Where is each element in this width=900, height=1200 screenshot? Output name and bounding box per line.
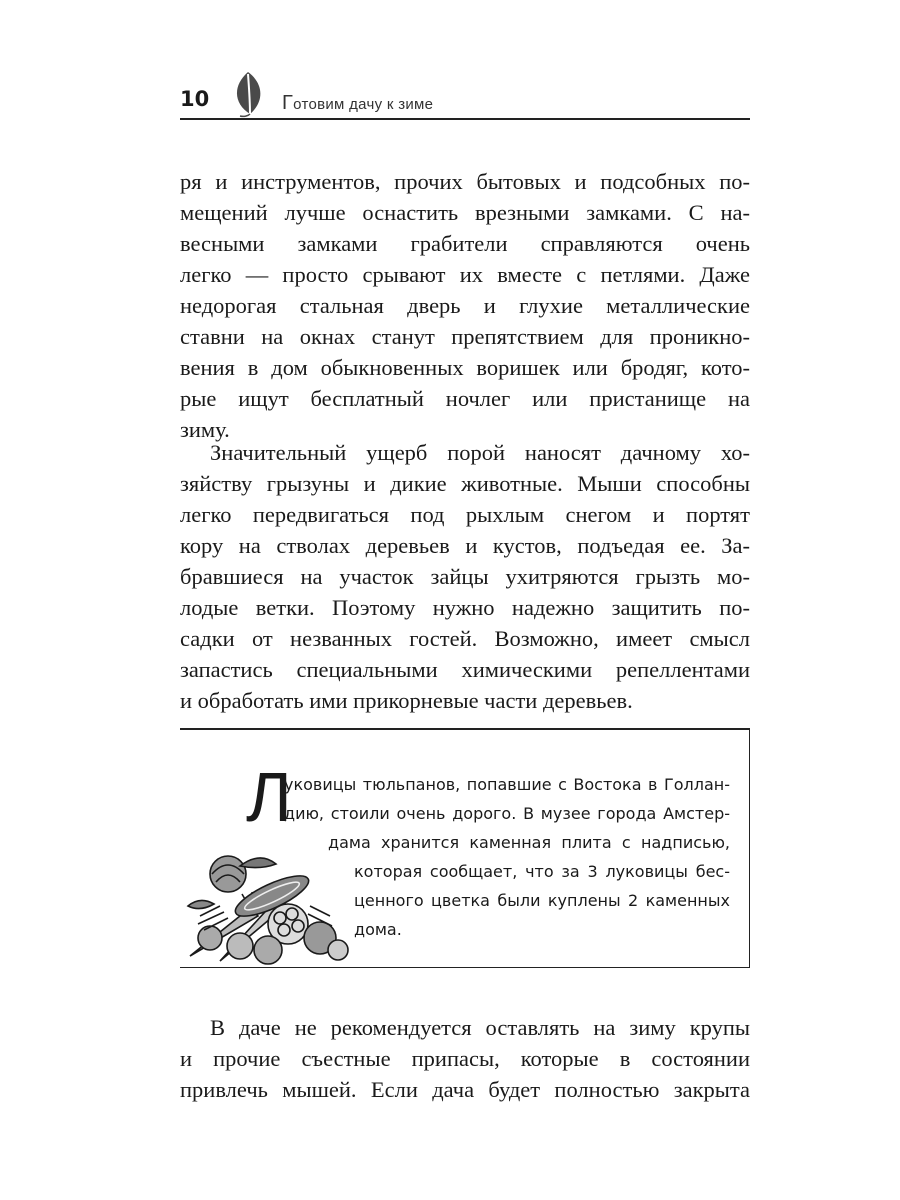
- text-line: зиму.: [180, 417, 230, 442]
- text-line: и прочие съестные припасы, которые в состоянии: [180, 1046, 750, 1071]
- note-line: которая сообщает, что за 3 луковицы бес-: [354, 862, 730, 881]
- text-line: недорогая стальная дверь и глухие металлические: [180, 293, 750, 318]
- text-line: зяйству грызуны и дикие животные. Мыши способны: [180, 471, 750, 496]
- paragraph-1: [180, 166, 750, 445]
- text-line: Значительный ущерб порой наносят дачному хо-: [210, 440, 750, 465]
- paragraph-2: [180, 437, 750, 716]
- note-border-top: [180, 728, 750, 730]
- text-line: и обработать ими прикорневые части деревьев.: [180, 688, 633, 713]
- drop-cap: Л: [246, 758, 292, 836]
- text-line: легко передвигаться под рыхлым снегом и портят: [180, 502, 750, 527]
- text-line: рые ищут бесплатный ночлег или пристанище на: [180, 386, 750, 411]
- note-line: дома.: [354, 920, 402, 939]
- text-line: весными замками грабители справляются очень: [180, 231, 750, 256]
- note-border-bottom: [180, 967, 750, 969]
- text-line: вения в дом обыкновенных воришек или бродяг, кото-: [180, 355, 750, 380]
- text-line: ставни на окнах станут препятствием для проникно-: [180, 324, 750, 349]
- note-line: дию, стоили очень дорого. В музее города Амстер-: [284, 804, 730, 823]
- note-box: [180, 728, 750, 968]
- vegetables-illustration: [180, 846, 350, 966]
- paragraph-3: [180, 1012, 750, 1105]
- text-line: лодые ветки. Поэтому нужно надежно защитить по-: [180, 595, 750, 620]
- text-line: садки от незванных гостей. Возможно, имеет смысл: [180, 626, 750, 651]
- note-line: дама хранится каменная плита с надписью,: [328, 833, 730, 852]
- header-rule: [180, 118, 750, 120]
- leaf-icon: [228, 70, 268, 118]
- text-line: бравшиеся на участок зайцы ухитряются грызть мо-: [180, 564, 750, 589]
- text-line: привлечь мышей. Если дача будет полностью закрыта: [180, 1077, 750, 1102]
- page-number: 10: [180, 87, 210, 111]
- text-line: легко — просто срывают их вместе с петлями. Даже: [180, 262, 750, 287]
- running-header: [180, 70, 750, 120]
- text-line: мещений лучше оснастить врезными замками. С на-: [180, 200, 750, 225]
- text-line: В даче не рекомендуется оставлять на зиму крупы: [210, 1015, 750, 1040]
- text-line: кору на стволах деревьев и кустов, подъедая ее. За-: [180, 533, 750, 558]
- text-line: ря и инструментов, прочих бытовых и подсобных по-: [180, 169, 750, 194]
- note-line: ценного цветка были куплены 2 каменных: [354, 891, 730, 910]
- note-border-right: [749, 728, 751, 968]
- running-title: Готовим дачу к зиме: [282, 92, 434, 114]
- text-line: запастись специальными химическими репеллентами: [180, 657, 750, 682]
- note-line: уковицы тюльпанов, попавшие с Востока в Голлан-: [284, 775, 730, 794]
